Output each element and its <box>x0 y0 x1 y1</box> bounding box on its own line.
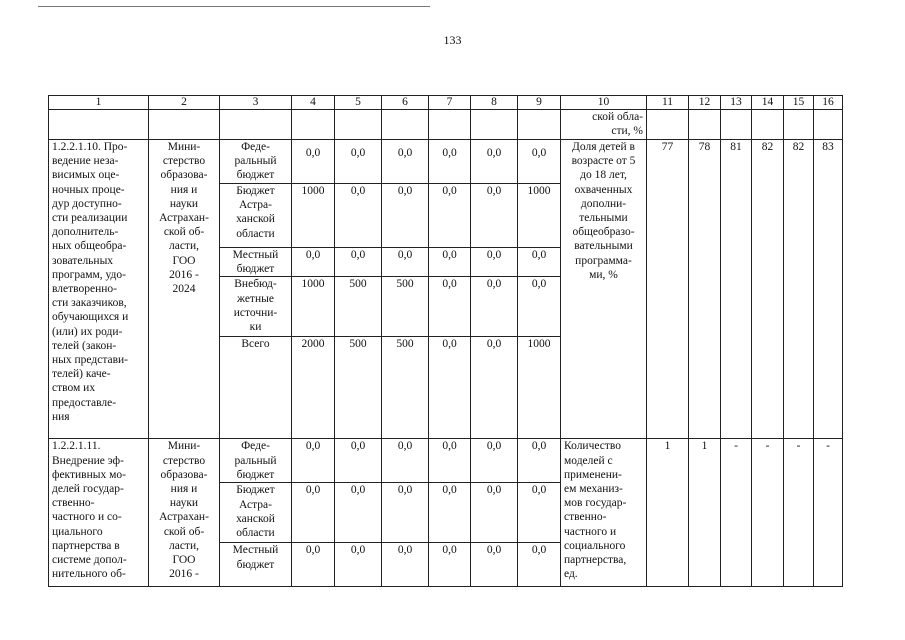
text-line: 2016 - <box>169 268 199 281</box>
text-line: применени- <box>564 468 622 481</box>
target-value: 1 <box>689 439 721 587</box>
funding-value: 500 <box>335 277 382 337</box>
text-line: моделей с <box>564 454 613 467</box>
funding-value: 1000 <box>292 277 335 337</box>
text-line: сти, % <box>611 125 643 138</box>
column-number-7: 7 <box>429 96 471 110</box>
text-line: фективных мо- <box>52 468 126 481</box>
text-line: Астрахан- <box>159 511 209 524</box>
funding-value: 0,0 <box>471 543 518 587</box>
text-line: области <box>236 527 275 540</box>
executor-and-period <box>149 439 220 587</box>
text-line: Феде- <box>241 141 270 153</box>
text-line: ми, % <box>589 268 618 281</box>
text-line: ведение неза- <box>52 155 119 168</box>
text-line: жетные <box>237 292 274 305</box>
text-line: ской об- <box>163 226 205 239</box>
text-line: источни- <box>233 306 278 319</box>
measure-name <box>49 140 149 439</box>
empty-cell <box>149 110 220 140</box>
text-line: ных общеобра- <box>52 240 127 253</box>
text-line: ГОО <box>172 254 196 267</box>
text-line: Количество <box>564 440 621 453</box>
text-line: ласти, <box>168 240 199 253</box>
text-line: Астра- <box>239 498 272 511</box>
text-line: Астрахан- <box>159 212 209 225</box>
empty-cell <box>220 110 292 140</box>
funding-value: 0,0 <box>335 543 382 587</box>
text-line: бюджет <box>236 468 275 481</box>
text-line: сти заказчиков, <box>52 297 127 310</box>
text-line: ством их <box>52 382 96 395</box>
funding-source <box>220 439 292 483</box>
funding-value: 0,0 <box>292 439 335 483</box>
text-line: стерство <box>162 155 206 168</box>
funding-value: 0,0 <box>429 543 471 587</box>
funding-value: 0,0 <box>429 337 471 439</box>
funding-value: 0,0 <box>429 184 471 248</box>
text-line: до 18 лет, <box>580 169 627 182</box>
text-line: общеобразо- <box>572 226 635 239</box>
target-value: - <box>814 439 843 587</box>
empty-cell <box>49 110 149 140</box>
text-line: Бюджет <box>236 185 275 197</box>
text-line: ственно- <box>52 497 95 510</box>
text-line: Местный <box>232 249 279 261</box>
text-line: стерство <box>162 454 206 467</box>
text-line: (или) их роди- <box>52 325 123 338</box>
text-line: частного и со- <box>52 511 122 524</box>
target-value: - <box>784 439 814 587</box>
text-line: партнерства в <box>52 539 120 552</box>
column-number-9: 9 <box>518 96 561 110</box>
text-line: ния и <box>170 483 198 496</box>
text-line: предоставле- <box>52 396 117 409</box>
text-line: 2024 <box>172 283 196 296</box>
executor-and-period <box>149 140 220 439</box>
text-line: ральный <box>234 155 277 168</box>
text-line: Всего <box>241 338 270 351</box>
column-number-15: 15 <box>784 96 814 110</box>
empty-cell <box>752 110 784 140</box>
indicator-name <box>561 439 647 587</box>
funding-value: 1000 <box>518 184 561 248</box>
text-line: Бюджет <box>236 484 275 497</box>
funding-value: 0,0 <box>382 248 429 277</box>
empty-cell <box>518 110 561 140</box>
funding-source <box>220 277 292 337</box>
text-line: вательными <box>574 240 633 253</box>
page-number: 133 <box>443 33 462 47</box>
funding-value: 0,0 <box>382 439 429 483</box>
text-line: Феде- <box>241 440 270 453</box>
text-line: обучающихся и <box>52 311 129 324</box>
text-line: влетворенно- <box>52 283 117 296</box>
text-line: висимых оце- <box>52 169 120 182</box>
measure-name <box>49 439 149 587</box>
column-number-4: 4 <box>292 96 335 110</box>
text-line: партнерства, <box>564 554 627 567</box>
funding-value: 1000 <box>292 184 335 248</box>
column-number-1: 1 <box>49 96 149 110</box>
funding-value: 500 <box>335 337 382 439</box>
funding-value: 0,0 <box>471 337 518 439</box>
empty-cell <box>382 110 429 140</box>
target-value: 1 <box>647 439 689 587</box>
column-number-16: 16 <box>814 96 843 110</box>
funding-value: 0,0 <box>518 439 561 483</box>
text-line: Мини- <box>167 141 201 153</box>
funding-value: 0,0 <box>518 543 561 587</box>
text-line: телей (закон- <box>52 339 117 352</box>
funding-value: 2000 <box>292 337 335 439</box>
funding-value: 0,0 <box>471 184 518 248</box>
empty-cell <box>471 110 518 140</box>
text-line: ханской <box>236 512 275 525</box>
empty-cell <box>335 110 382 140</box>
funding-value: 500 <box>382 337 429 439</box>
funding-value: 0,0 <box>429 248 471 277</box>
text-line: Мини- <box>167 440 201 453</box>
text-line: возрасте от 5 <box>571 155 636 168</box>
text-line: ской об- <box>163 525 205 538</box>
column-number-12: 12 <box>689 96 721 110</box>
empty-cell <box>721 110 752 140</box>
text-line: программ, удо- <box>52 268 126 281</box>
text-line: делей государ- <box>52 483 124 496</box>
funding-value: 0,0 <box>335 140 382 184</box>
funding-value: 0,0 <box>471 439 518 483</box>
indicator-name <box>561 140 647 439</box>
target-value: 78 <box>689 140 721 439</box>
text-line: 2016 - <box>169 568 199 581</box>
carry-over-indicator <box>561 110 647 140</box>
empty-cell <box>814 110 843 140</box>
funding-value: 0,0 <box>429 140 471 184</box>
empty-cell <box>784 110 814 140</box>
column-number-3: 3 <box>220 96 292 110</box>
text-line: образова- <box>160 169 208 182</box>
text-line: ственно- <box>564 511 607 524</box>
text-line: ных представи- <box>52 354 129 367</box>
text-line: бюджет <box>236 263 275 276</box>
text-line: ем механиз- <box>564 483 623 496</box>
funding-source <box>220 248 292 277</box>
text-line: нительного об- <box>52 568 126 581</box>
funding-value: 0,0 <box>518 277 561 337</box>
funding-value: 0,0 <box>471 277 518 337</box>
funding-source <box>220 140 292 184</box>
program-table <box>48 95 843 587</box>
target-value: 82 <box>752 140 784 439</box>
text-line: тельными <box>579 212 628 225</box>
text-line: науки <box>169 497 199 510</box>
text-line: программа- <box>575 254 632 267</box>
column-number-8: 8 <box>471 96 518 110</box>
funding-value: 0,0 <box>382 483 429 543</box>
funding-value: 0,0 <box>518 140 561 184</box>
text-line: охваченных <box>574 183 633 196</box>
text-line: зовательных <box>52 254 114 267</box>
funding-value: 0,0 <box>518 483 561 543</box>
text-line: 1.2.2.1.10. Про- <box>52 141 128 153</box>
text-line: Астра- <box>239 199 272 212</box>
target-value: 81 <box>721 140 752 439</box>
funding-value: 0,0 <box>335 439 382 483</box>
empty-cell <box>292 110 335 140</box>
text-line: ласти, <box>168 539 199 552</box>
text-line: частного и <box>564 525 617 538</box>
funding-source <box>220 337 292 439</box>
text-line: дополнитель- <box>52 226 119 239</box>
funding-value: 500 <box>382 277 429 337</box>
text-line: области <box>236 227 275 240</box>
empty-cell <box>429 110 471 140</box>
column-number-5: 5 <box>335 96 382 110</box>
column-number-6: 6 <box>382 96 429 110</box>
funding-value: 0,0 <box>429 439 471 483</box>
text-line: Внебюд- <box>234 278 277 291</box>
funding-source <box>220 184 292 248</box>
column-number-10: 10 <box>561 96 647 110</box>
funding-value: 0,0 <box>335 184 382 248</box>
funding-value: 0,0 <box>382 184 429 248</box>
top-rule <box>38 6 430 7</box>
column-number-2: 2 <box>149 96 220 110</box>
text-line: циального <box>52 525 103 538</box>
funding-value: 0,0 <box>471 248 518 277</box>
text-line: ния и <box>170 183 198 196</box>
text-line: мов государ- <box>564 497 627 510</box>
funding-value: 0,0 <box>429 277 471 337</box>
text-line: социального <box>564 539 626 552</box>
funding-source <box>220 543 292 587</box>
funding-source <box>220 483 292 543</box>
text-line: ханской <box>236 213 275 226</box>
text-line: Внедрение эф- <box>52 454 124 467</box>
funding-value: 0,0 <box>382 543 429 587</box>
funding-value: 0,0 <box>518 248 561 277</box>
funding-value: 1000 <box>518 337 561 439</box>
empty-cell <box>689 110 721 140</box>
funding-value: 0,0 <box>335 483 382 543</box>
text-line: ской обла- <box>592 111 643 123</box>
text-line: Доля детей в <box>572 141 635 153</box>
funding-value: 0,0 <box>292 483 335 543</box>
target-value: 83 <box>814 140 843 439</box>
column-number-11: 11 <box>647 96 689 110</box>
text-line: системе допол- <box>52 554 127 567</box>
funding-value: 0,0 <box>292 543 335 587</box>
text-line: ед. <box>564 568 578 581</box>
text-line: ГОО <box>172 554 196 567</box>
text-line: ния <box>52 410 70 423</box>
text-line: науки <box>169 197 199 210</box>
text-line: Местный <box>232 544 279 557</box>
target-value: - <box>721 439 752 587</box>
column-number-14: 14 <box>752 96 784 110</box>
empty-cell <box>647 110 689 140</box>
column-number-13: 13 <box>721 96 752 110</box>
text-line: бюджет <box>236 169 275 182</box>
funding-value: 0,0 <box>335 248 382 277</box>
text-line: бюджет <box>236 558 275 571</box>
text-line: дополни- <box>580 197 627 210</box>
funding-value: 0,0 <box>292 140 335 184</box>
text-line: дур доступно- <box>52 197 122 210</box>
text-line: образова- <box>160 468 208 481</box>
text-line: ки <box>249 321 262 334</box>
text-line: 1.2.2.1.11. <box>52 440 101 453</box>
target-value: 77 <box>647 140 689 439</box>
text-line: ральный <box>234 454 277 467</box>
text-line: сти реализации <box>52 212 128 225</box>
target-value: 82 <box>784 140 814 439</box>
funding-value: 0,0 <box>471 140 518 184</box>
target-value: - <box>752 439 784 587</box>
funding-value: 0,0 <box>429 483 471 543</box>
funding-value: 0,0 <box>292 248 335 277</box>
text-line: ночных проце- <box>52 183 125 196</box>
funding-value: 0,0 <box>382 140 429 184</box>
funding-value: 0,0 <box>471 483 518 543</box>
text-line: телей) каче- <box>52 368 111 381</box>
